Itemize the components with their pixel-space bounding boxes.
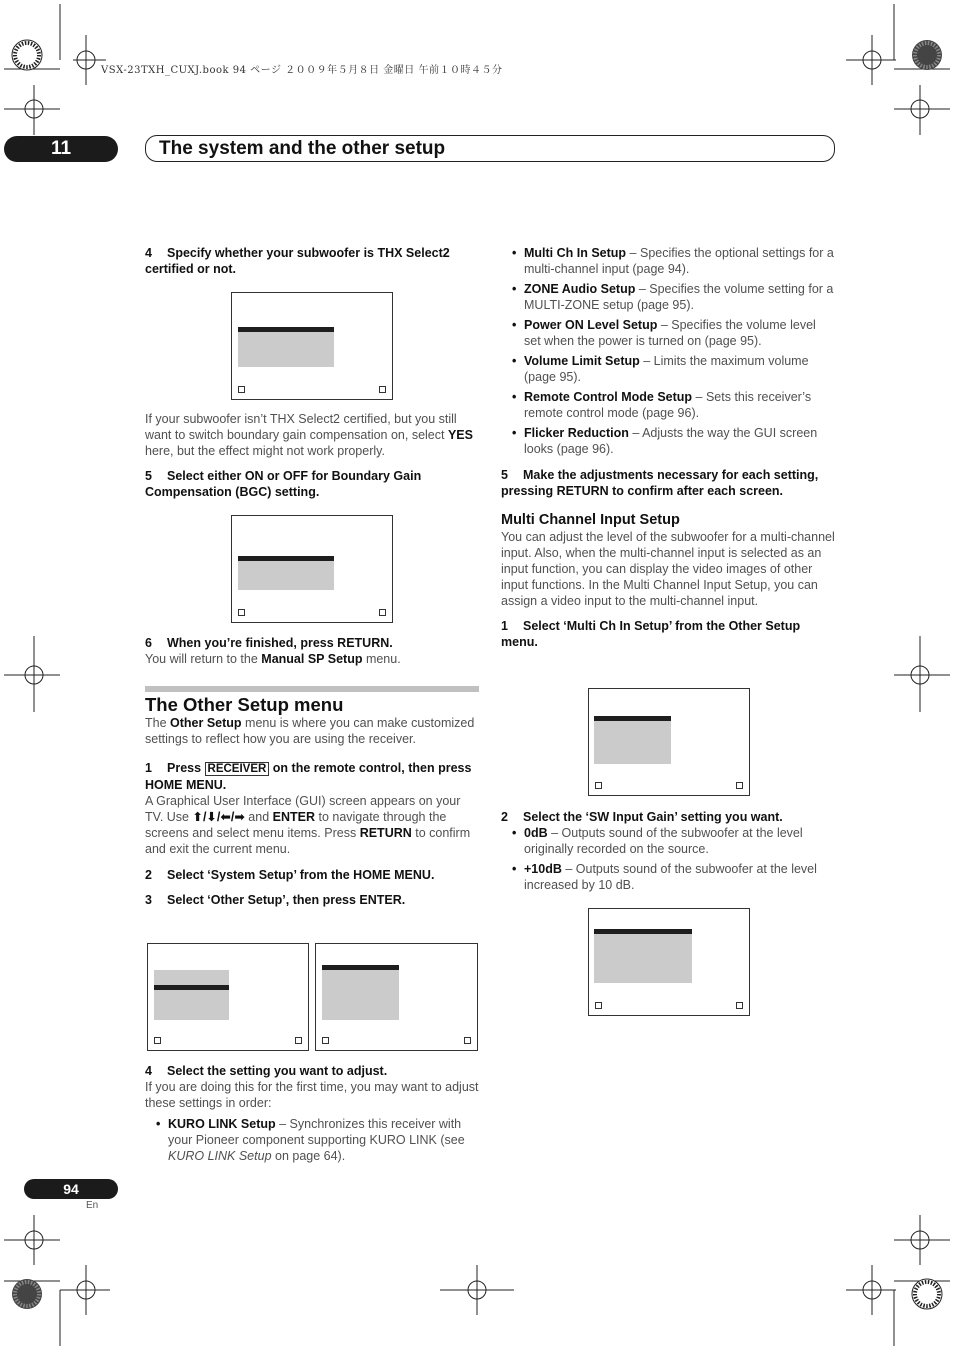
- page-number: 94: [24, 1179, 118, 1199]
- left-column-bgc: [145, 411, 479, 500]
- file-header: VSX-23TXH_CUXJ.book 94 ページ ２００９年５月８日 金曜日 午前１０時４５分: [101, 65, 503, 76]
- menu-highlight: [322, 965, 399, 1020]
- gui-corner-icon: [322, 1037, 329, 1044]
- list-item: • Flicker Reduction – Adjusts the way the GUI screen looks (page 96).: [512, 426, 818, 456]
- step-3-other-setup: 3 Select ‘Other Setup’, then press ENTER.: [145, 893, 406, 907]
- menu-highlight: [238, 556, 334, 590]
- bullet-icon: •: [512, 826, 517, 840]
- chapter-title: The system and the other setup: [159, 138, 446, 159]
- section-rule: [145, 686, 479, 692]
- first-time-paragraph: If you are doing this for the first time, you may want to adjust these settings in order:: [145, 1080, 479, 1110]
- list-item: • +10dB – Outputs sound of the subwoofer at the level increased by 10 dB.: [512, 862, 817, 892]
- settings-list-right: [501, 245, 835, 457]
- gui-corner-icon: [238, 386, 245, 393]
- menu-highlight: [238, 327, 334, 367]
- step-1-receiver: 1 Press RECEIVER on the remote control, then press HOME MENU.: [145, 761, 472, 792]
- multi-channel-paragraph: You can adjust the level of the subwoofer for a multi-channel input. Also, when the multi-channel input is selected as an input function, you can display the video images of other input functions. In the Multi Channel Input Setup, you can assign a video input to the multi-channel input.: [501, 530, 835, 608]
- intro-paragraph: The Other Setup menu is where you can make customized settings to reflect how you are using the receiver.: [145, 716, 475, 746]
- left-column-bottom: [145, 1063, 479, 1168]
- bullet-icon: •: [512, 862, 517, 876]
- gui-corner-icon: [295, 1037, 302, 1044]
- left-column-top: [145, 245, 479, 277]
- selected-row-bar: [594, 929, 692, 934]
- step-1-multi-ch: 1 Select ‘Multi Ch In Setup’ from the Other Setup menu.: [501, 619, 801, 649]
- chapter-number: 11: [4, 136, 118, 162]
- bullet-icon: •: [512, 282, 517, 296]
- selected-row-bar: [238, 556, 334, 561]
- bullet-icon: •: [512, 390, 517, 404]
- gui-screen-bgc: [231, 515, 393, 623]
- step-5-adjustments: 5 Make the adjustments necessary for each setting, pressing RETURN to confirm after each screen.: [501, 468, 819, 498]
- gui-corner-icon: [238, 609, 245, 616]
- menu-highlight: [594, 929, 692, 983]
- page-language: En: [86, 1200, 99, 1211]
- bullet-icon: •: [156, 1117, 161, 1131]
- selected-row-bar: [238, 327, 334, 332]
- gui-corner-icon: [595, 1002, 602, 1009]
- arrow-keys-icon: ⬆/⬇/⬅/➡: [192, 810, 245, 824]
- gui-screen-system-setup: [147, 943, 309, 1051]
- gui-corner-icon: [736, 782, 743, 789]
- gui-corner-icon: [154, 1037, 161, 1044]
- gui-screen-sw-input-gain: [588, 908, 750, 1016]
- gui-corner-icon: [464, 1037, 471, 1044]
- gui-screen-multi-ch-in: [588, 688, 750, 796]
- sw-gain-options: [501, 825, 835, 893]
- multi-channel-heading: Multi Channel Input Setup: [501, 512, 680, 528]
- list-item: • Power ON Level Setup – Specifies the volume level set when the power is turned on (page 95).: [512, 318, 816, 348]
- selected-row-bar: [154, 985, 229, 990]
- selected-row-bar: [594, 716, 671, 721]
- right-column-sw-gain: [501, 809, 835, 897]
- gui-corner-icon: [595, 782, 602, 789]
- list-item: • 0dB – Outputs sound of the subwoofer at the level originally recorded on the source.: [512, 826, 803, 856]
- bullet-icon: •: [512, 426, 517, 440]
- step-4-thx: 4 Specify whether your subwoofer is THX Select2 certified or not.: [145, 246, 450, 276]
- list-item: • Remote Control Mode Setup – Sets this receiver’s remote control mode (page 96).: [512, 390, 812, 420]
- gui-corner-icon: [736, 1002, 743, 1009]
- step-2-system-setup: 2 Select ‘System Setup’ from the HOME MENU.: [145, 868, 435, 882]
- other-setup-section: [145, 694, 479, 908]
- bullet-icon: •: [512, 318, 517, 332]
- right-column-top: [501, 245, 835, 650]
- gui-screen-thx-select: [231, 292, 393, 400]
- settings-list-left: [145, 1116, 479, 1164]
- thx-paragraph: If your subwoofer isn’t THX Select2 certified, but you still want to switch boundary gain compensation on, select YES here, but the effect might not work properly.: [145, 412, 473, 458]
- left-column-return: [145, 635, 479, 667]
- menu-highlight: [594, 716, 671, 764]
- list-item: • ZONE Audio Setup – Specifies the volume setting for a MULTI-ZONE setup (page 95).: [512, 282, 834, 312]
- receiver-button-label: RECEIVER: [205, 762, 270, 776]
- gui-corner-icon: [379, 386, 386, 393]
- menu-highlight: [154, 970, 229, 1020]
- gui-paragraph: A Graphical User Interface (GUI) screen appears on your TV. Use ⬆/⬇/⬅/➡ and ENTER to navigate through the screens and select menu items. Press RETURN to confirm and exit the current menu.: [145, 794, 471, 856]
- selected-row-bar: [322, 965, 399, 970]
- gui-corner-icon: [379, 609, 386, 616]
- step-6-return: 6 When you’re finished, press RETURN.: [145, 636, 393, 650]
- return-note: You will return to the Manual SP Setup menu.: [145, 652, 401, 666]
- list-item: • KURO LINK Setup – Synchronizes this receiver with your Pioneer component supporting KURO LINK (see KURO LINK Setup on page 64).: [156, 1117, 465, 1163]
- list-item: • Multi Ch In Setup – Specifies the optional settings for a multi-channel input (page 94).: [512, 246, 834, 276]
- list-item: • Volume Limit Setup – Limits the maximum volume (page 95).: [512, 354, 809, 384]
- section-title: The Other Setup menu: [145, 694, 344, 715]
- step-4-select-setting: 4 Select the setting you want to adjust.: [145, 1064, 388, 1078]
- gui-screen-other-setup: [315, 943, 478, 1051]
- chapter-header: [145, 135, 835, 162]
- step-5-bgc: 5 Select either ON or OFF for Boundary Gain Compensation (BGC) setting.: [145, 469, 422, 499]
- bullet-icon: •: [512, 354, 517, 368]
- bullet-icon: •: [512, 246, 517, 260]
- step-2-sw-input-gain: 2 Select the ‘SW Input Gain’ setting you want.: [501, 810, 783, 824]
